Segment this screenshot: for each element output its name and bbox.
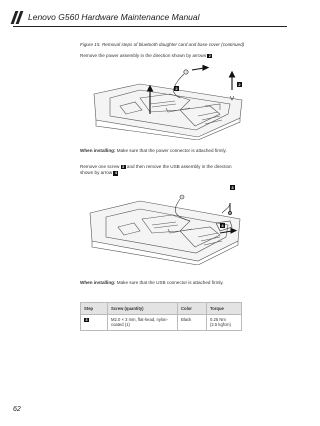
usb-assembly-illustration [80,183,250,265]
column-header-color: Color [178,303,207,315]
torque-value-kgfcm: (2.5 kgfcm) [210,322,231,328]
page-header [13,10,200,24]
install-note-text: Make sure that the USB connector is attached firmly. [115,280,224,285]
step-number-badge: 3 [85,318,88,322]
callout-4: 4 [221,223,224,228]
torque-cell [207,315,242,331]
figure-caption: Figure 15. Removal steps of bluetooth daughter card and base cover (continued) [80,42,245,47]
instruction-text: Remove the power assembly in the direction shown by arrows [80,53,208,58]
table-row [81,315,242,331]
step-number-badge: 4 [114,171,117,176]
column-header-screw: Screw (quantity) [108,303,178,315]
callout-3: 3 [231,185,234,190]
remove-usb-instruction [80,164,242,176]
table-header-row [81,303,242,315]
color-cell: Black [178,315,207,331]
instruction-text: and then remove the USB assembly in the direction shown by arrow [80,164,232,176]
install-note-power [80,148,242,154]
callout-2-b: 2 [238,82,241,87]
install-note-label: When installing: [80,148,116,153]
torque-value: 0.25 Nm [210,317,226,322]
screw-cell: M2.0 × 3 mm, flat-head, nylon-coated (1) [108,315,178,331]
power-assembly-illustration [80,60,250,140]
install-note-text: Make sure that the power connector is attached firmly. [115,148,227,153]
remove-power-instruction [80,53,242,59]
instruction-text: Remove one screw [80,164,121,169]
step-number-badge: 2 [208,54,211,58]
screw-table [80,302,242,331]
callout-2-a: 2 [175,86,178,91]
column-header-step: Step [81,303,108,315]
step-number-badge: 3 [122,165,125,169]
header-rule [13,26,287,27]
manual-title: Lenovo G560 Hardware Maintenance Manual [28,12,200,22]
column-header-torque: Torque [207,303,242,315]
page-number: 62 [13,406,21,413]
install-note-label: When installing: [80,280,116,285]
install-note-usb [80,280,242,286]
step-cell [81,315,108,331]
